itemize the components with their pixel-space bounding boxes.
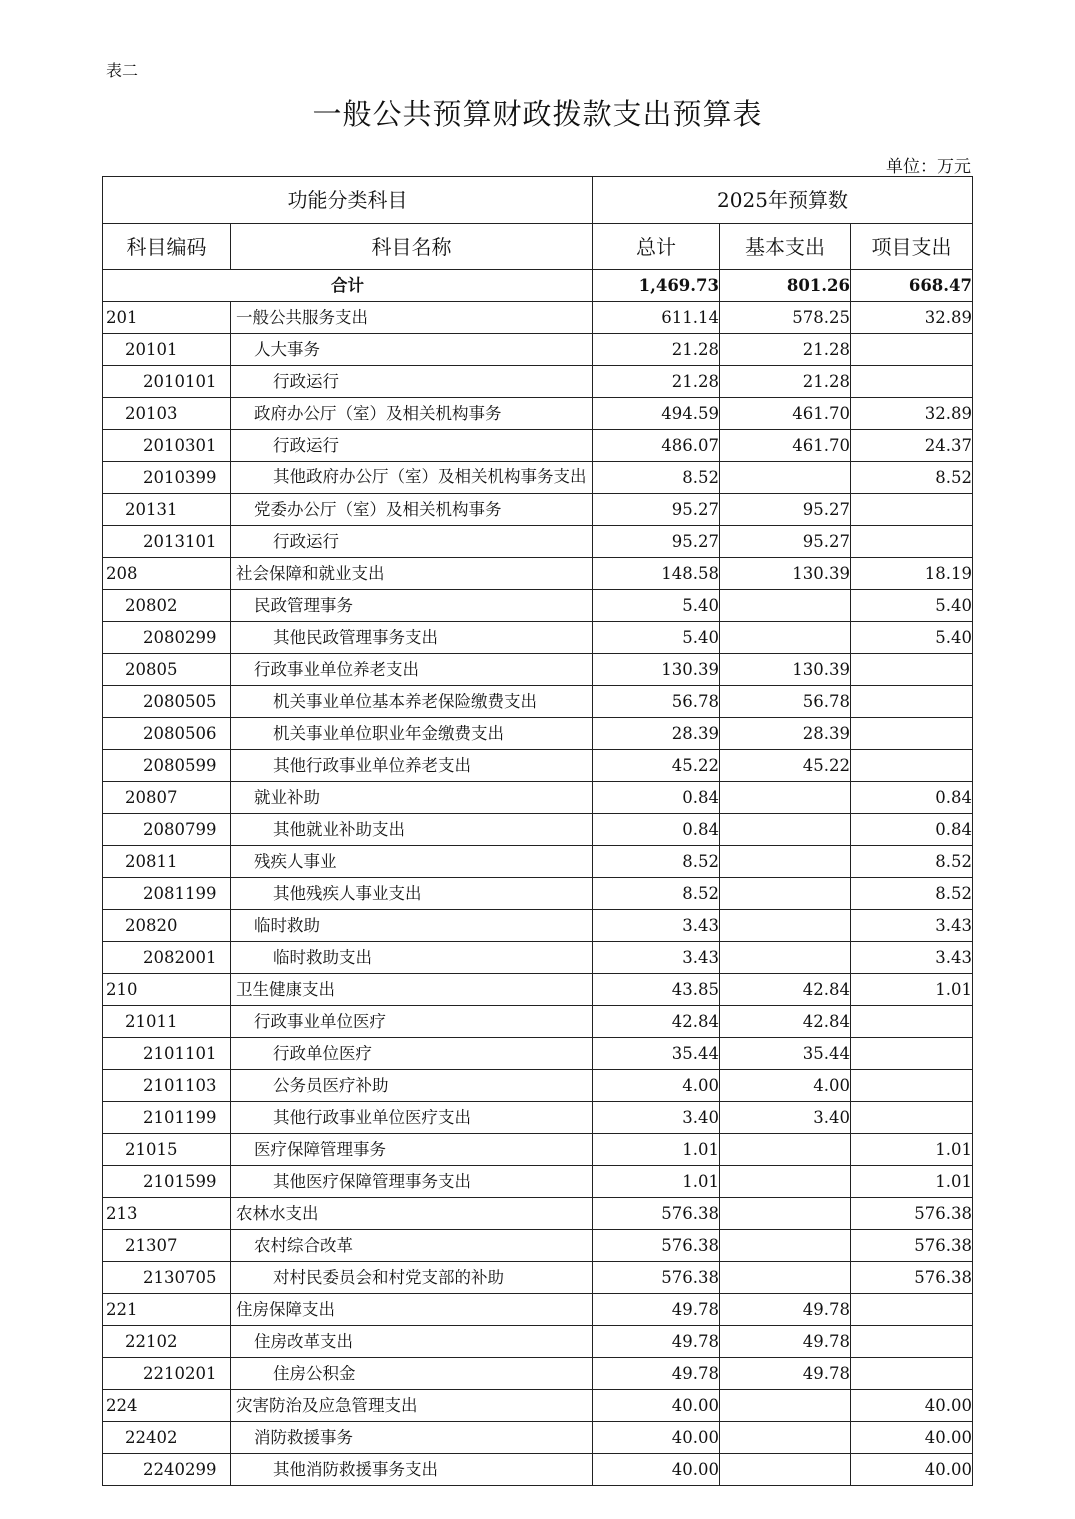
table-row	[103, 910, 973, 942]
row-basic: 95.27	[720, 494, 851, 526]
row-code: 21307	[103, 1230, 231, 1262]
row-total: 40.00	[593, 1390, 720, 1422]
row-code: 2080599	[103, 750, 231, 782]
table-row	[103, 622, 973, 654]
row-code: 224	[103, 1390, 231, 1422]
row-project: 40.00	[851, 1454, 973, 1486]
row-total: 35.44	[593, 1038, 720, 1070]
row-basic	[720, 910, 851, 942]
row-total: 49.78	[593, 1358, 720, 1390]
row-total: 576.38	[593, 1198, 720, 1230]
row-name: 行政单位医疗	[231, 1038, 593, 1070]
row-total: 4.00	[593, 1070, 720, 1102]
row-project	[851, 654, 973, 686]
row-name: 其他民政管理事务支出	[231, 622, 593, 654]
row-project: 40.00	[851, 1390, 973, 1422]
row-basic: 49.78	[720, 1326, 851, 1358]
row-name: 临时救助支出	[231, 942, 593, 974]
row-basic: 42.84	[720, 1006, 851, 1038]
row-basic: 461.70	[720, 398, 851, 430]
row-code: 20807	[103, 782, 231, 814]
row-code: 21011	[103, 1006, 231, 1038]
row-basic: 28.39	[720, 718, 851, 750]
row-project	[851, 1358, 973, 1390]
row-basic	[720, 846, 851, 878]
table-row	[103, 1038, 973, 1070]
table-row	[103, 1230, 973, 1262]
row-name: 其他行政事业单位医疗支出	[231, 1102, 593, 1134]
row-project: 576.38	[851, 1230, 973, 1262]
row-basic	[720, 590, 851, 622]
row-name: 其他医疗保障管理事务支出	[231, 1166, 593, 1198]
row-basic: 21.28	[720, 366, 851, 398]
row-name: 民政管理事务	[231, 590, 593, 622]
row-name: 住房改革支出	[231, 1326, 593, 1358]
row-basic: 49.78	[720, 1294, 851, 1326]
row-name: 政府办公厅（室）及相关机构事务	[231, 398, 593, 430]
row-name: 其他残疾人事业支出	[231, 878, 593, 910]
row-name: 临时救助	[231, 910, 593, 942]
row-name: 公务员医疗补助	[231, 1070, 593, 1102]
table-row	[103, 558, 973, 590]
table-row	[103, 1326, 973, 1358]
row-project: 8.52	[851, 462, 973, 494]
table-row	[103, 1390, 973, 1422]
row-code: 2101199	[103, 1102, 231, 1134]
row-code: 20103	[103, 398, 231, 430]
row-total: 8.52	[593, 846, 720, 878]
row-name: 灾害防治及应急管理支出	[231, 1390, 593, 1422]
row-total: 8.52	[593, 462, 720, 494]
row-total: 40.00	[593, 1422, 720, 1454]
row-code: 2081199	[103, 878, 231, 910]
row-code: 20101	[103, 334, 231, 366]
row-code: 20131	[103, 494, 231, 526]
row-project: 24.37	[851, 430, 973, 462]
table-row	[103, 366, 973, 398]
row-name: 行政运行	[231, 430, 593, 462]
row-total: 56.78	[593, 686, 720, 718]
table-row	[103, 1006, 973, 1038]
row-basic: 3.40	[720, 1102, 851, 1134]
row-basic	[720, 942, 851, 974]
row-basic: 35.44	[720, 1038, 851, 1070]
row-project: 8.52	[851, 878, 973, 910]
row-code: 2210201	[103, 1358, 231, 1390]
row-name: 对村民委员会和村党支部的补助	[231, 1262, 593, 1294]
page-title: 一般公共预算财政拨款支出预算表	[312, 97, 763, 131]
row-total: 21.28	[593, 366, 720, 398]
header-name: 科目名称	[231, 224, 593, 270]
header-budget-year: 2025年预算数	[593, 177, 973, 224]
row-project: 32.89	[851, 302, 973, 334]
row-project: 0.84	[851, 814, 973, 846]
header-project: 项目支出	[851, 224, 973, 270]
row-total: 130.39	[593, 654, 720, 686]
row-project	[851, 686, 973, 718]
row-project: 1.01	[851, 1166, 973, 1198]
row-code: 2082001	[103, 942, 231, 974]
row-project	[851, 494, 973, 526]
row-name: 就业补助	[231, 782, 593, 814]
row-code: 2240299	[103, 1454, 231, 1486]
table-row	[103, 302, 973, 334]
table-row	[103, 430, 973, 462]
row-name: 其他就业补助支出	[231, 814, 593, 846]
summary-row	[103, 270, 973, 302]
row-code: 2130705	[103, 1262, 231, 1294]
row-total: 3.43	[593, 942, 720, 974]
row-basic	[720, 814, 851, 846]
row-code: 2080799	[103, 814, 231, 846]
row-project	[851, 1038, 973, 1070]
header-category: 功能分类科目	[103, 177, 593, 224]
row-name: 残疾人事业	[231, 846, 593, 878]
row-code: 213	[103, 1198, 231, 1230]
row-project: 3.43	[851, 942, 973, 974]
row-name: 其他行政事业单位养老支出	[231, 750, 593, 782]
row-basic: 130.39	[720, 558, 851, 590]
row-total: 0.84	[593, 782, 720, 814]
table-row	[103, 1070, 973, 1102]
table-row	[103, 334, 973, 366]
row-total: 0.84	[593, 814, 720, 846]
row-total: 43.85	[593, 974, 720, 1006]
row-total: 8.52	[593, 878, 720, 910]
table-row	[103, 1422, 973, 1454]
row-project	[851, 1006, 973, 1038]
row-code: 2013101	[103, 526, 231, 558]
table-row	[103, 1102, 973, 1134]
row-project	[851, 1070, 973, 1102]
row-total: 21.28	[593, 334, 720, 366]
row-basic	[720, 622, 851, 654]
row-total: 148.58	[593, 558, 720, 590]
row-total: 49.78	[593, 1294, 720, 1326]
row-project	[851, 1326, 973, 1358]
header-total: 总计	[593, 224, 720, 270]
table-row	[103, 526, 973, 558]
row-code: 2101101	[103, 1038, 231, 1070]
row-code: 20820	[103, 910, 231, 942]
row-total: 95.27	[593, 526, 720, 558]
row-project	[851, 1102, 973, 1134]
row-basic	[720, 1166, 851, 1198]
summary-label: 合计	[103, 270, 593, 302]
row-code: 2010399	[103, 462, 231, 494]
row-basic: 95.27	[720, 526, 851, 558]
row-project: 1.01	[851, 974, 973, 1006]
table-row	[103, 398, 973, 430]
row-name: 机关事业单位基本养老保险缴费支出	[231, 686, 593, 718]
row-project: 5.40	[851, 622, 973, 654]
row-total: 494.59	[593, 398, 720, 430]
row-code: 2101599	[103, 1166, 231, 1198]
row-basic	[720, 1134, 851, 1166]
table-label: 表二	[106, 61, 139, 80]
row-total: 3.40	[593, 1102, 720, 1134]
row-code: 2080506	[103, 718, 231, 750]
row-total: 5.40	[593, 590, 720, 622]
row-name: 行政事业单位医疗	[231, 1006, 593, 1038]
row-basic	[720, 1198, 851, 1230]
row-basic	[720, 782, 851, 814]
summary-total: 1,469.73	[593, 270, 720, 302]
table-row	[103, 1358, 973, 1390]
row-basic: 461.70	[720, 430, 851, 462]
table-row	[103, 1198, 973, 1230]
row-total: 576.38	[593, 1230, 720, 1262]
row-total: 5.40	[593, 622, 720, 654]
row-project: 40.00	[851, 1422, 973, 1454]
row-code: 2080299	[103, 622, 231, 654]
header-code: 科目编码	[103, 224, 231, 270]
row-project: 18.19	[851, 558, 973, 590]
row-basic	[720, 1262, 851, 1294]
row-project: 3.43	[851, 910, 973, 942]
row-code: 208	[103, 558, 231, 590]
table-row	[103, 1134, 973, 1166]
row-project: 0.84	[851, 782, 973, 814]
row-code: 20802	[103, 590, 231, 622]
row-total: 95.27	[593, 494, 720, 526]
row-total: 486.07	[593, 430, 720, 462]
row-name: 卫生健康支出	[231, 974, 593, 1006]
row-name: 住房保障支出	[231, 1294, 593, 1326]
row-project: 576.38	[851, 1262, 973, 1294]
row-basic: 4.00	[720, 1070, 851, 1102]
row-total: 28.39	[593, 718, 720, 750]
row-code: 221	[103, 1294, 231, 1326]
table-row	[103, 974, 973, 1006]
row-project	[851, 750, 973, 782]
table-row	[103, 1166, 973, 1198]
table-row	[103, 846, 973, 878]
row-basic: 49.78	[720, 1358, 851, 1390]
row-code: 210	[103, 974, 231, 1006]
row-basic	[720, 462, 851, 494]
row-total: 45.22	[593, 750, 720, 782]
row-name: 一般公共服务支出	[231, 302, 593, 334]
table-row	[103, 1294, 973, 1326]
row-name: 社会保障和就业支出	[231, 558, 593, 590]
row-name: 住房公积金	[231, 1358, 593, 1390]
row-name: 人大事务	[231, 334, 593, 366]
row-project	[851, 718, 973, 750]
table-row	[103, 750, 973, 782]
summary-project: 668.47	[851, 270, 973, 302]
row-total: 42.84	[593, 1006, 720, 1038]
table-row	[103, 782, 973, 814]
row-name: 农林水支出	[231, 1198, 593, 1230]
row-code: 21015	[103, 1134, 231, 1166]
row-project	[851, 1294, 973, 1326]
row-name: 医疗保障管理事务	[231, 1134, 593, 1166]
row-name: 农村综合改革	[231, 1230, 593, 1262]
unit-label: 单位：万元	[886, 157, 971, 177]
row-name: 消防救援事务	[231, 1422, 593, 1454]
row-total: 1.01	[593, 1134, 720, 1166]
row-name: 行政运行	[231, 526, 593, 558]
row-basic: 578.25	[720, 302, 851, 334]
row-project: 32.89	[851, 398, 973, 430]
row-project	[851, 334, 973, 366]
row-code: 20811	[103, 846, 231, 878]
row-project: 8.52	[851, 846, 973, 878]
row-project: 1.01	[851, 1134, 973, 1166]
table-row	[103, 462, 973, 494]
row-basic	[720, 1390, 851, 1422]
table-row	[103, 1262, 973, 1294]
row-basic: 56.78	[720, 686, 851, 718]
table-row	[103, 942, 973, 974]
row-total: 576.38	[593, 1262, 720, 1294]
row-project	[851, 366, 973, 398]
table-row	[103, 590, 973, 622]
row-code: 2010301	[103, 430, 231, 462]
table-row	[103, 718, 973, 750]
table-row	[103, 814, 973, 846]
table-row	[103, 686, 973, 718]
row-project	[851, 526, 973, 558]
row-basic: 130.39	[720, 654, 851, 686]
row-basic	[720, 1454, 851, 1486]
row-total: 49.78	[593, 1326, 720, 1358]
row-total: 3.43	[593, 910, 720, 942]
row-name: 行政事业单位养老支出	[231, 654, 593, 686]
row-project: 5.40	[851, 590, 973, 622]
row-name: 行政运行	[231, 366, 593, 398]
row-basic	[720, 1422, 851, 1454]
row-code: 2010101	[103, 366, 231, 398]
row-project: 576.38	[851, 1198, 973, 1230]
table-row	[103, 878, 973, 910]
row-basic: 42.84	[720, 974, 851, 1006]
row-basic	[720, 1230, 851, 1262]
row-name: 机关事业单位职业年金缴费支出	[231, 718, 593, 750]
row-name: 其他政府办公厅（室）及相关机构事务支出	[231, 462, 593, 494]
table-row	[103, 494, 973, 526]
row-code: 2080505	[103, 686, 231, 718]
row-code: 201	[103, 302, 231, 334]
row-code: 22402	[103, 1422, 231, 1454]
row-code: 2101103	[103, 1070, 231, 1102]
row-basic: 21.28	[720, 334, 851, 366]
header-row-2	[103, 224, 973, 270]
table-row	[103, 1454, 973, 1486]
summary-basic: 801.26	[720, 270, 851, 302]
header-basic: 基本支出	[720, 224, 851, 270]
row-total: 40.00	[593, 1454, 720, 1486]
row-code: 20805	[103, 654, 231, 686]
row-name: 党委办公厅（室）及相关机构事务	[231, 494, 593, 526]
row-total: 1.01	[593, 1166, 720, 1198]
row-basic	[720, 878, 851, 910]
row-basic: 45.22	[720, 750, 851, 782]
row-code: 22102	[103, 1326, 231, 1358]
row-name: 其他消防救援事务支出	[231, 1454, 593, 1486]
budget-table	[102, 176, 973, 1486]
header-row-1	[103, 177, 973, 224]
row-total: 611.14	[593, 302, 720, 334]
table-row	[103, 654, 973, 686]
